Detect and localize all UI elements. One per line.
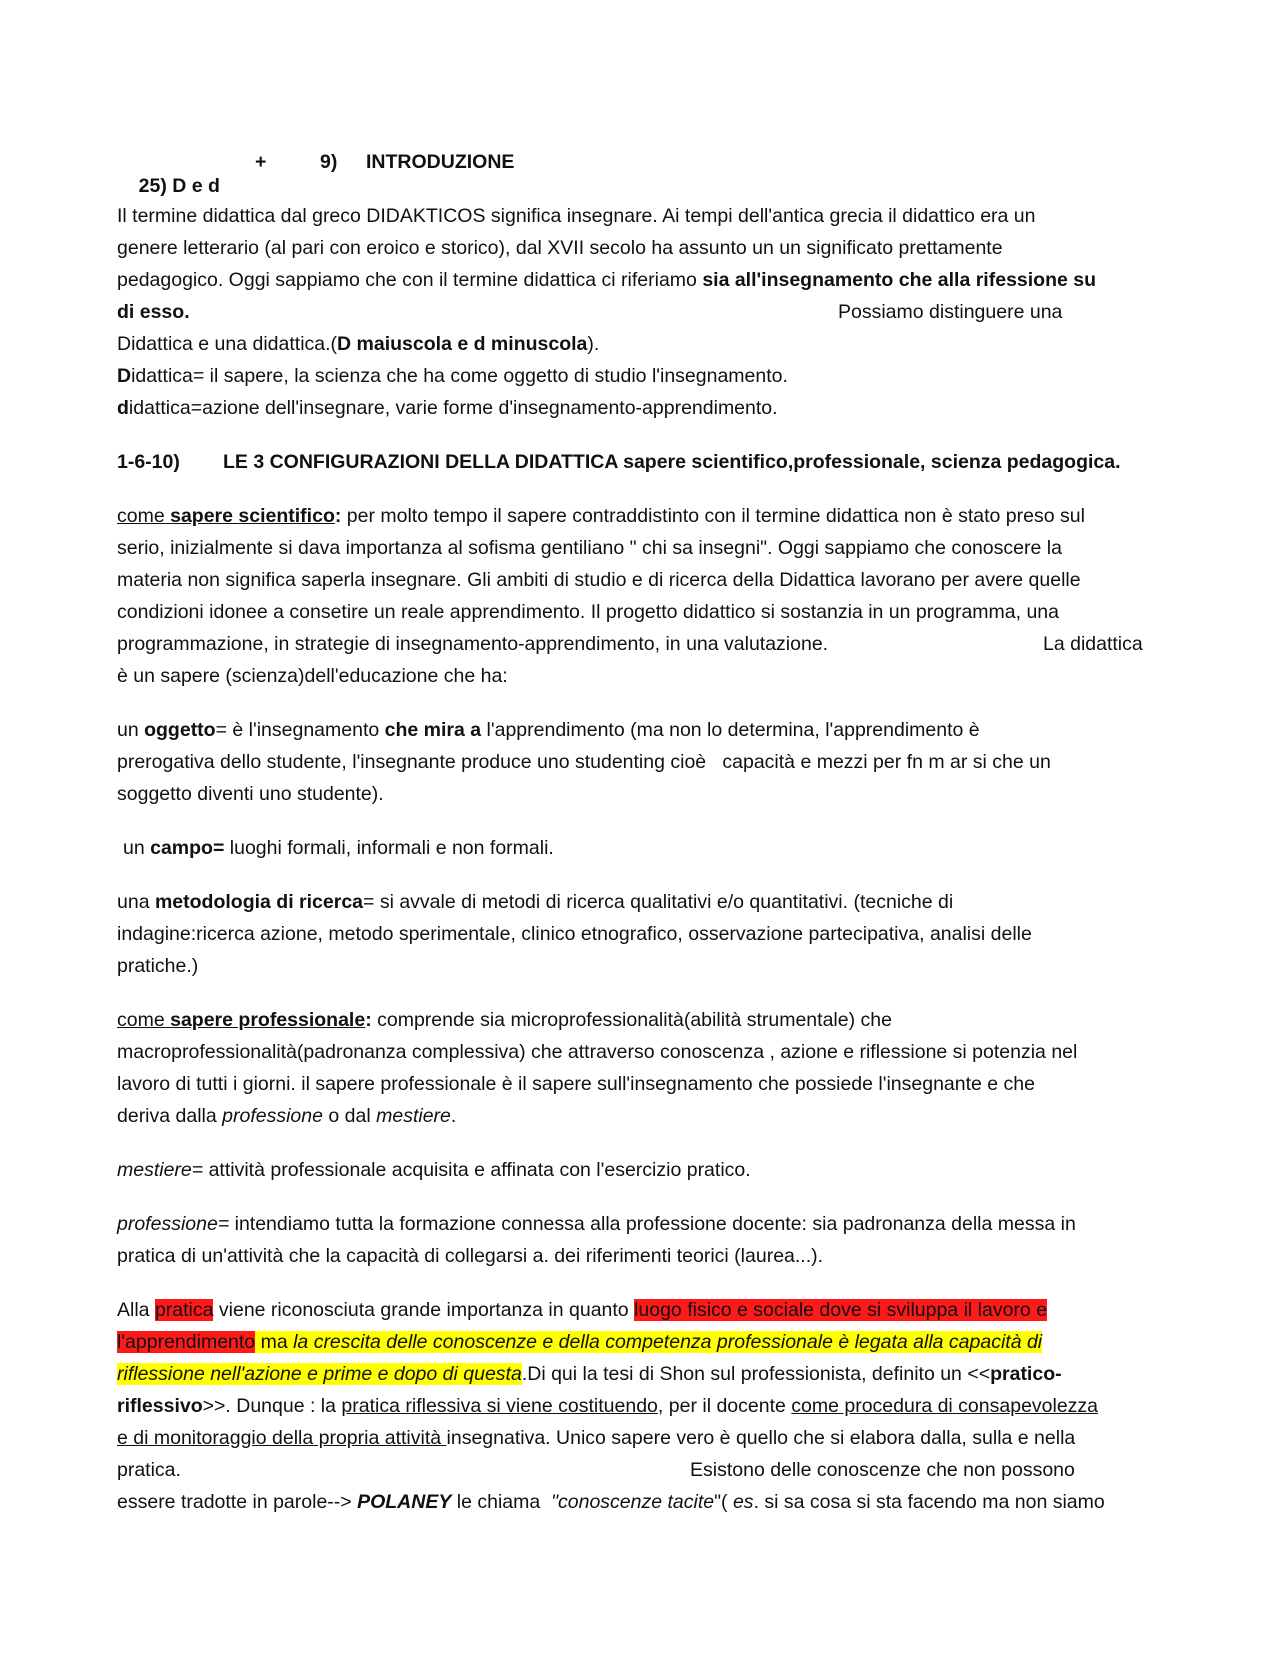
text-run: essere tradotte in parole--> bbox=[117, 1491, 358, 1513]
italic-run: professione bbox=[222, 1105, 323, 1127]
paragraph-line: serio, inizialmente si dava importanza al sofisma gentiliano " chi sa insegni". Oggi sappiamo che conoscere la bbox=[117, 537, 1062, 559]
paragraph-line: Possiamo distinguere una bbox=[838, 301, 1063, 323]
paragraph-line: indagine:ricerca azione, metodo sperimentale, clinico etnografico, osservazione partecipativa, analisi delle bbox=[117, 923, 1032, 945]
bold-run: : bbox=[365, 1009, 372, 1031]
red-highlight: luogo fisico e sociale dove si sviluppa il lavoro e bbox=[634, 1299, 1048, 1321]
text-run: come bbox=[117, 505, 171, 527]
paragraph-line: programmazione, in strategie di insegnamento-apprendimento, in una valutazione. bbox=[117, 633, 829, 655]
heading-plus: + bbox=[255, 151, 267, 173]
bold-run: oggetto bbox=[144, 719, 216, 741]
text-run: come bbox=[117, 1009, 171, 1031]
text-run: , per il docente bbox=[657, 1395, 792, 1417]
underline-run: pratica riflessiva si viene costituendo bbox=[341, 1395, 658, 1417]
bold-run: pratico- bbox=[990, 1363, 1062, 1385]
red-highlight: pratica bbox=[154, 1299, 214, 1321]
text-run: . si sa cosa si sta facendo ma non siamo bbox=[753, 1491, 1105, 1513]
paragraph-line: genere letterario (al pari con eroico e storico), dal XVII secolo ha assunto un un significato prettamente bbox=[117, 237, 1003, 259]
yellow-highlight: ma bbox=[255, 1331, 294, 1353]
paragraph-line bbox=[117, 718, 980, 742]
text-run: idattica=azione dell'insegnare, varie forme d'insegnamento-apprendimento. bbox=[128, 397, 778, 419]
text-run: un bbox=[117, 719, 145, 741]
text-run: "( bbox=[714, 1491, 733, 1513]
text-run: viene riconosciuta grande importanza in quanto bbox=[213, 1299, 635, 1321]
paragraph-line: pratiche.) bbox=[117, 955, 199, 977]
text-run: >>. Dunque : la bbox=[202, 1395, 342, 1417]
paragraph-line bbox=[117, 1394, 1098, 1418]
text-run: .Di qui la tesi di Shon sul professionista, definito un << bbox=[521, 1363, 991, 1385]
text-run: un bbox=[123, 837, 151, 859]
definition-line bbox=[117, 396, 778, 420]
paragraph-line bbox=[117, 1426, 1075, 1450]
definition-line bbox=[117, 364, 788, 388]
italic-run: "conoscenze tacite bbox=[551, 1491, 715, 1513]
section-heading-number: 1-6-10) bbox=[117, 451, 180, 473]
text-run: intendiamo tutta la formazione connessa alla professione docente: sia padronanza della messa in bbox=[229, 1213, 1076, 1235]
paragraph-line: condizioni idonee a consetire un reale apprendimento. Il progetto didattico si sostanzia in un programma, una bbox=[117, 601, 1059, 623]
bold-run: riflessivo bbox=[117, 1395, 203, 1417]
bold-run: sapere scientifico bbox=[170, 505, 335, 527]
paragraph-line bbox=[117, 1330, 1042, 1354]
paragraph-line: pratica di un'attività che la capacità di collegarsi a. dei riferimenti teorici (laurea...). bbox=[117, 1245, 824, 1267]
text-run: Alla bbox=[117, 1299, 155, 1321]
text-run: luoghi formali, informali e non formali. bbox=[224, 837, 554, 859]
paragraph-line bbox=[117, 332, 599, 356]
text-run: comprende sia microprofessionalità(abilità strumentale) che bbox=[371, 1009, 892, 1031]
bold-run: campo= bbox=[150, 837, 225, 859]
bold-run: metodologia di ricerca bbox=[154, 891, 364, 913]
text-run: pedagogico. Oggi sappiamo che con il termine didattica ci riferiamo bbox=[117, 269, 703, 291]
heading-prefix: 25) D e d bbox=[138, 175, 220, 197]
paragraph-line bbox=[117, 1490, 1105, 1514]
bold-run: D bbox=[117, 365, 132, 387]
yellow-highlight-italic: riflessione nell'azione e prime e dopo di questa bbox=[117, 1363, 522, 1385]
paragraph-line: macroprofessionalità(padronanza complessiva) che attraverso conoscenza , azione e riflessione si potenzia nel bbox=[117, 1041, 1078, 1063]
text-run: le chiama bbox=[451, 1491, 552, 1513]
bold-run: : bbox=[334, 505, 342, 527]
bold-run: sia all'insegnamento che alla rifessione su bbox=[702, 269, 1097, 291]
bold-run: D maiuscola e d minuscola bbox=[337, 333, 588, 355]
text-run: Didattica e una didattica.( bbox=[117, 333, 338, 355]
paragraph-line: soggetto diventi uno studente). bbox=[117, 783, 384, 805]
paragraph-line bbox=[117, 1362, 1062, 1386]
heading-title: INTRODUZIONE bbox=[366, 151, 515, 173]
text-run: l'apprendimento (ma non lo determina, l'apprendimento è bbox=[481, 719, 980, 741]
paragraph-line: lavoro di tutti i giorni. il sapere professionale è il sapere sull'insegnamento che possiede l'insegnante e che bbox=[117, 1073, 1035, 1095]
text-run: o dal bbox=[322, 1105, 377, 1127]
paragraph-line: materia non significa saperla insegnare. Gli ambiti di studio e di ricerca della Didattica lavorano per avere quelle bbox=[117, 569, 1081, 591]
paragraph-line bbox=[117, 1008, 892, 1032]
heading-number: 9) bbox=[320, 151, 338, 173]
paragraph-line: di esso. bbox=[117, 301, 190, 323]
text-run: per molto tempo il sapere contraddistinto con il termine didattica non è stato preso sul bbox=[341, 505, 1085, 527]
paragraph-line bbox=[117, 504, 1085, 528]
underline-run: come procedura di consapevolezza bbox=[791, 1395, 1099, 1417]
paragraph-line: Il termine didattica dal greco DIDAKTICOS significa insegnare. Ai tempi dell'antica grecia il didattico era un bbox=[117, 205, 1036, 227]
paragraph-line: è un sapere (scienza)dell'educazione che ha: bbox=[117, 665, 508, 687]
paragraph-line: Esistono delle conoscenze che non possono bbox=[690, 1459, 1075, 1481]
underline-run: e di monitoraggio della propria attività bbox=[117, 1427, 447, 1449]
paragraph-line bbox=[117, 1298, 1047, 1322]
paragraph-line bbox=[117, 1212, 1076, 1236]
paragraph-line bbox=[117, 1104, 456, 1128]
bold-italic-run: POLANEY bbox=[357, 1491, 452, 1513]
text-run: insegnativa. Unico sapere vero è quello che si elabora dalla, sulla e nella bbox=[446, 1427, 1076, 1449]
bold-run: che mira a bbox=[384, 719, 482, 741]
text-run: una bbox=[117, 891, 155, 913]
paragraph-line bbox=[117, 890, 953, 914]
text-run: ). bbox=[587, 333, 600, 355]
text-run: . bbox=[450, 1105, 457, 1127]
paragraph-line bbox=[123, 836, 554, 860]
bold-run: d bbox=[117, 397, 129, 419]
bold-run: sapere professionale bbox=[170, 1009, 366, 1031]
italic-run: es bbox=[732, 1491, 754, 1513]
text-run: idattica= il sapere, la scienza che ha come oggetto di studio l'insegnamento. bbox=[131, 365, 788, 387]
paragraph-line bbox=[117, 1158, 751, 1182]
text-run: = si avvale di metodi di ricerca qualitativi e/o quantitativi. (tecniche di bbox=[363, 891, 954, 913]
italic-run: mestiere= bbox=[117, 1159, 204, 1181]
paragraph-line: pratica. bbox=[117, 1459, 181, 1481]
italic-run: professione= bbox=[117, 1213, 230, 1235]
text-run: attività professionale acquisita e affinata con l'esercizio pratico. bbox=[203, 1159, 751, 1181]
italic-run: mestiere bbox=[376, 1105, 451, 1127]
section-heading-title: LE 3 CONFIGURAZIONI DELLA DIDATTICA sapere scientifico,professionale, scienza pedagogica. bbox=[223, 451, 1121, 473]
text-run: deriva dalla bbox=[117, 1105, 223, 1127]
red-highlight: l'apprendimento bbox=[117, 1331, 256, 1353]
yellow-highlight-italic: la crescita delle conoscenze e della competenza professionale è legata alla capacità di bbox=[293, 1331, 1043, 1353]
paragraph-line bbox=[117, 268, 1096, 292]
paragraph-line: La didattica bbox=[1043, 633, 1143, 655]
paragraph-line: prerogativa dello studente, l'insegnante produce uno studenting cioè capacità e mezzi per fn m ar si che un bbox=[117, 751, 1051, 773]
text-run: = è l'insegnamento bbox=[215, 719, 385, 741]
